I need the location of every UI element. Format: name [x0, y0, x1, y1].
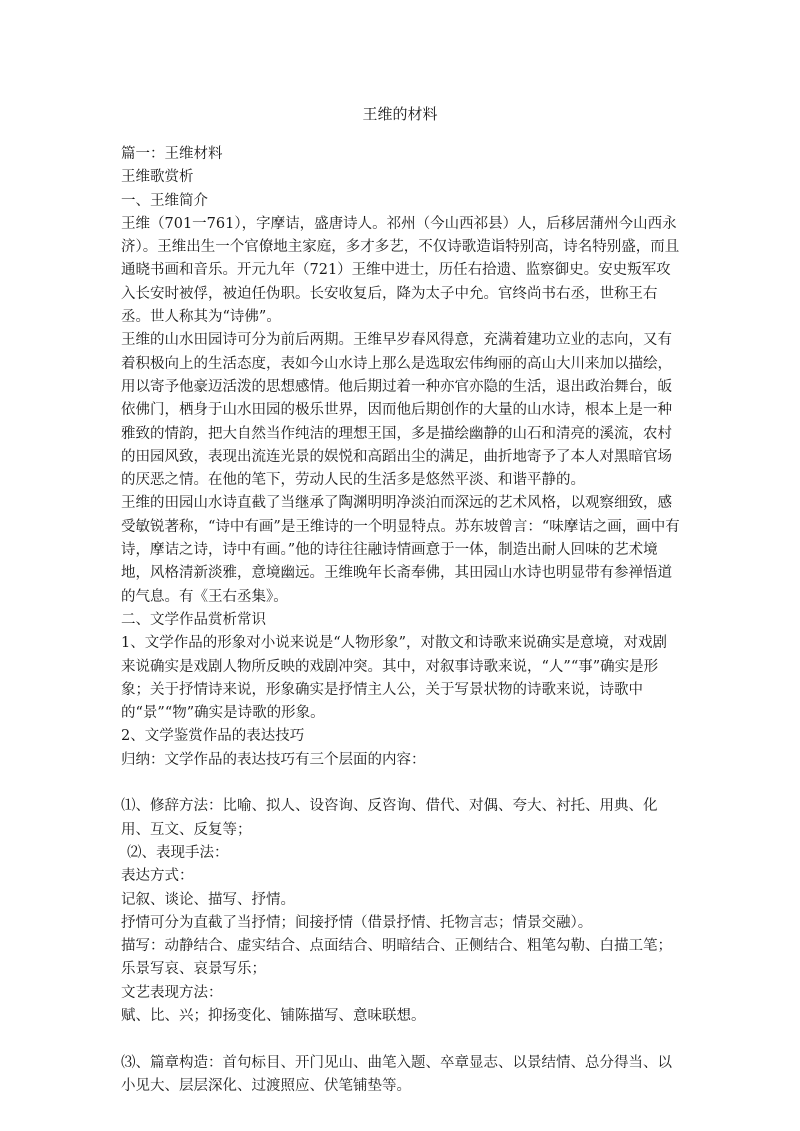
subheading: 二、文学作品赏析常识	[121, 611, 266, 628]
paragraph: 王维的田园山水诗直截了当继承了陶渊明明净淡泊而深远的艺术风格，以观察细致，感受敏锐著称，“诗中有画”是王维诗的一个明显特点。苏东坡曾言：“味摩诘之画，画中有诗，摩诘之诗，诗中有画。”他的诗往往融诗情画意于一体，制造出耐人回味的艺术境地，风格清新淡雅，意境幽远。王维晚年长斋奉佛，其田园山水诗也明显带有参禅悟道的气息。有《王右丞集》。	[121, 495, 680, 605]
list-item: ⑶、篇章构造：首句标目、开门见山、曲笔入题、卒章显志、以景结情、总分得当、以小见大、层层深化、过渡照应、伏笔铺垫等。	[121, 1054, 672, 1094]
paragraph: 王维的山水田园诗可分为前后两期。王维早岁春风得意，充满着建功立业的志向，又有着积极向上的生活态度，表如今山水诗上那么是选取宏伟绚丽的高山大川来加以描绘，用以寄予他豪迈活泼的思想感情。他后期过着一种亦官亦隐的生活，退出政治舞台，皈依佛门，栖身于山水田园的极乐世界，因而他后期创作的大量的山水诗，根本上是一种雅致的情韵，把大自然当作纯洁的理想王国，多是描绘幽静的山石和清亮的溪流，农村的田园风致，表现出流连光景的娱悦和高蹈出尘的满足，曲折地寄予了本人对黑暗官场的厌恶之情。在他的笔下，劳动人民的生活多是悠然平淡、和谐平静的。	[121, 332, 672, 489]
subheading: 2、文学鉴赏作品的表达技巧	[121, 728, 305, 745]
paragraph: 记叙、谈论、描写、抒情。	[121, 891, 295, 908]
subheading: 一、王维简介	[121, 192, 208, 209]
blank-line	[121, 772, 681, 795]
paragraph: 描写：动静结合、虚实结合、点面结合、明暗结合、正侧结合、粗笔勾勒、白描工笔；乐景写哀、哀景写乐；	[121, 938, 672, 978]
document-title: 王维的材料	[362, 105, 438, 123]
paragraph: 赋、比、兴；抑扬变化、铺陈描写、意味联想。	[121, 1007, 426, 1024]
paragraph: 1、文学作品的形象对小说来说是“人物形象”，对散文和诗歌来说确实是意境，对戏剧来说确实是戏剧人物所反映的戏剧冲突。其中，对叙事诗歌来说，“人”“事”确实是形象；关于抒情诗来说，形象确实是抒情主人公，关于写景状物的诗歌来说，诗歌中的“景”“物”确实是诗歌的形象。	[121, 635, 668, 722]
paragraph: 王维（701一761），字摩诘，盛唐诗人。祁州（今山西祁县）人，后移居蒲州今山西永济）。王维出生一个官僚地主家庭，多才多艺，不仅诗歌造诣特别高，诗名特别盛，而且通晓书画和音乐。开元九年（721）王维中进士，历任右拾遗、监察御史。安史叛军攻入长安时被俘，被迫任伪职。长安收复后，降为太子中允。官终尚书右丞，世称王右丞。世人称其为“诗佛”。	[121, 215, 680, 326]
section-heading: 篇一：王维材料	[121, 146, 223, 162]
paragraph: 文艺表现方法：	[121, 984, 223, 1001]
document-body	[121, 143, 681, 1098]
blank-line	[121, 1028, 681, 1051]
paragraph: 归纳：文学作品的表达技巧有三个层面的内容：	[121, 751, 426, 768]
subheading: 王维歌赏析	[121, 169, 194, 186]
list-item: ⑵、表现手法：	[127, 844, 229, 861]
paragraph: 表达方式：	[121, 868, 194, 885]
paragraph: 抒情可分为直截了当抒情；间接抒情（借景抒情、托物言志；情景交融）。	[121, 914, 593, 931]
list-item: ⑴、修辞方法：比喻、拟人、设咨询、反咨询、借代、对偶、夸大、衬托、用典、化用、互文、反复等；	[121, 798, 658, 838]
